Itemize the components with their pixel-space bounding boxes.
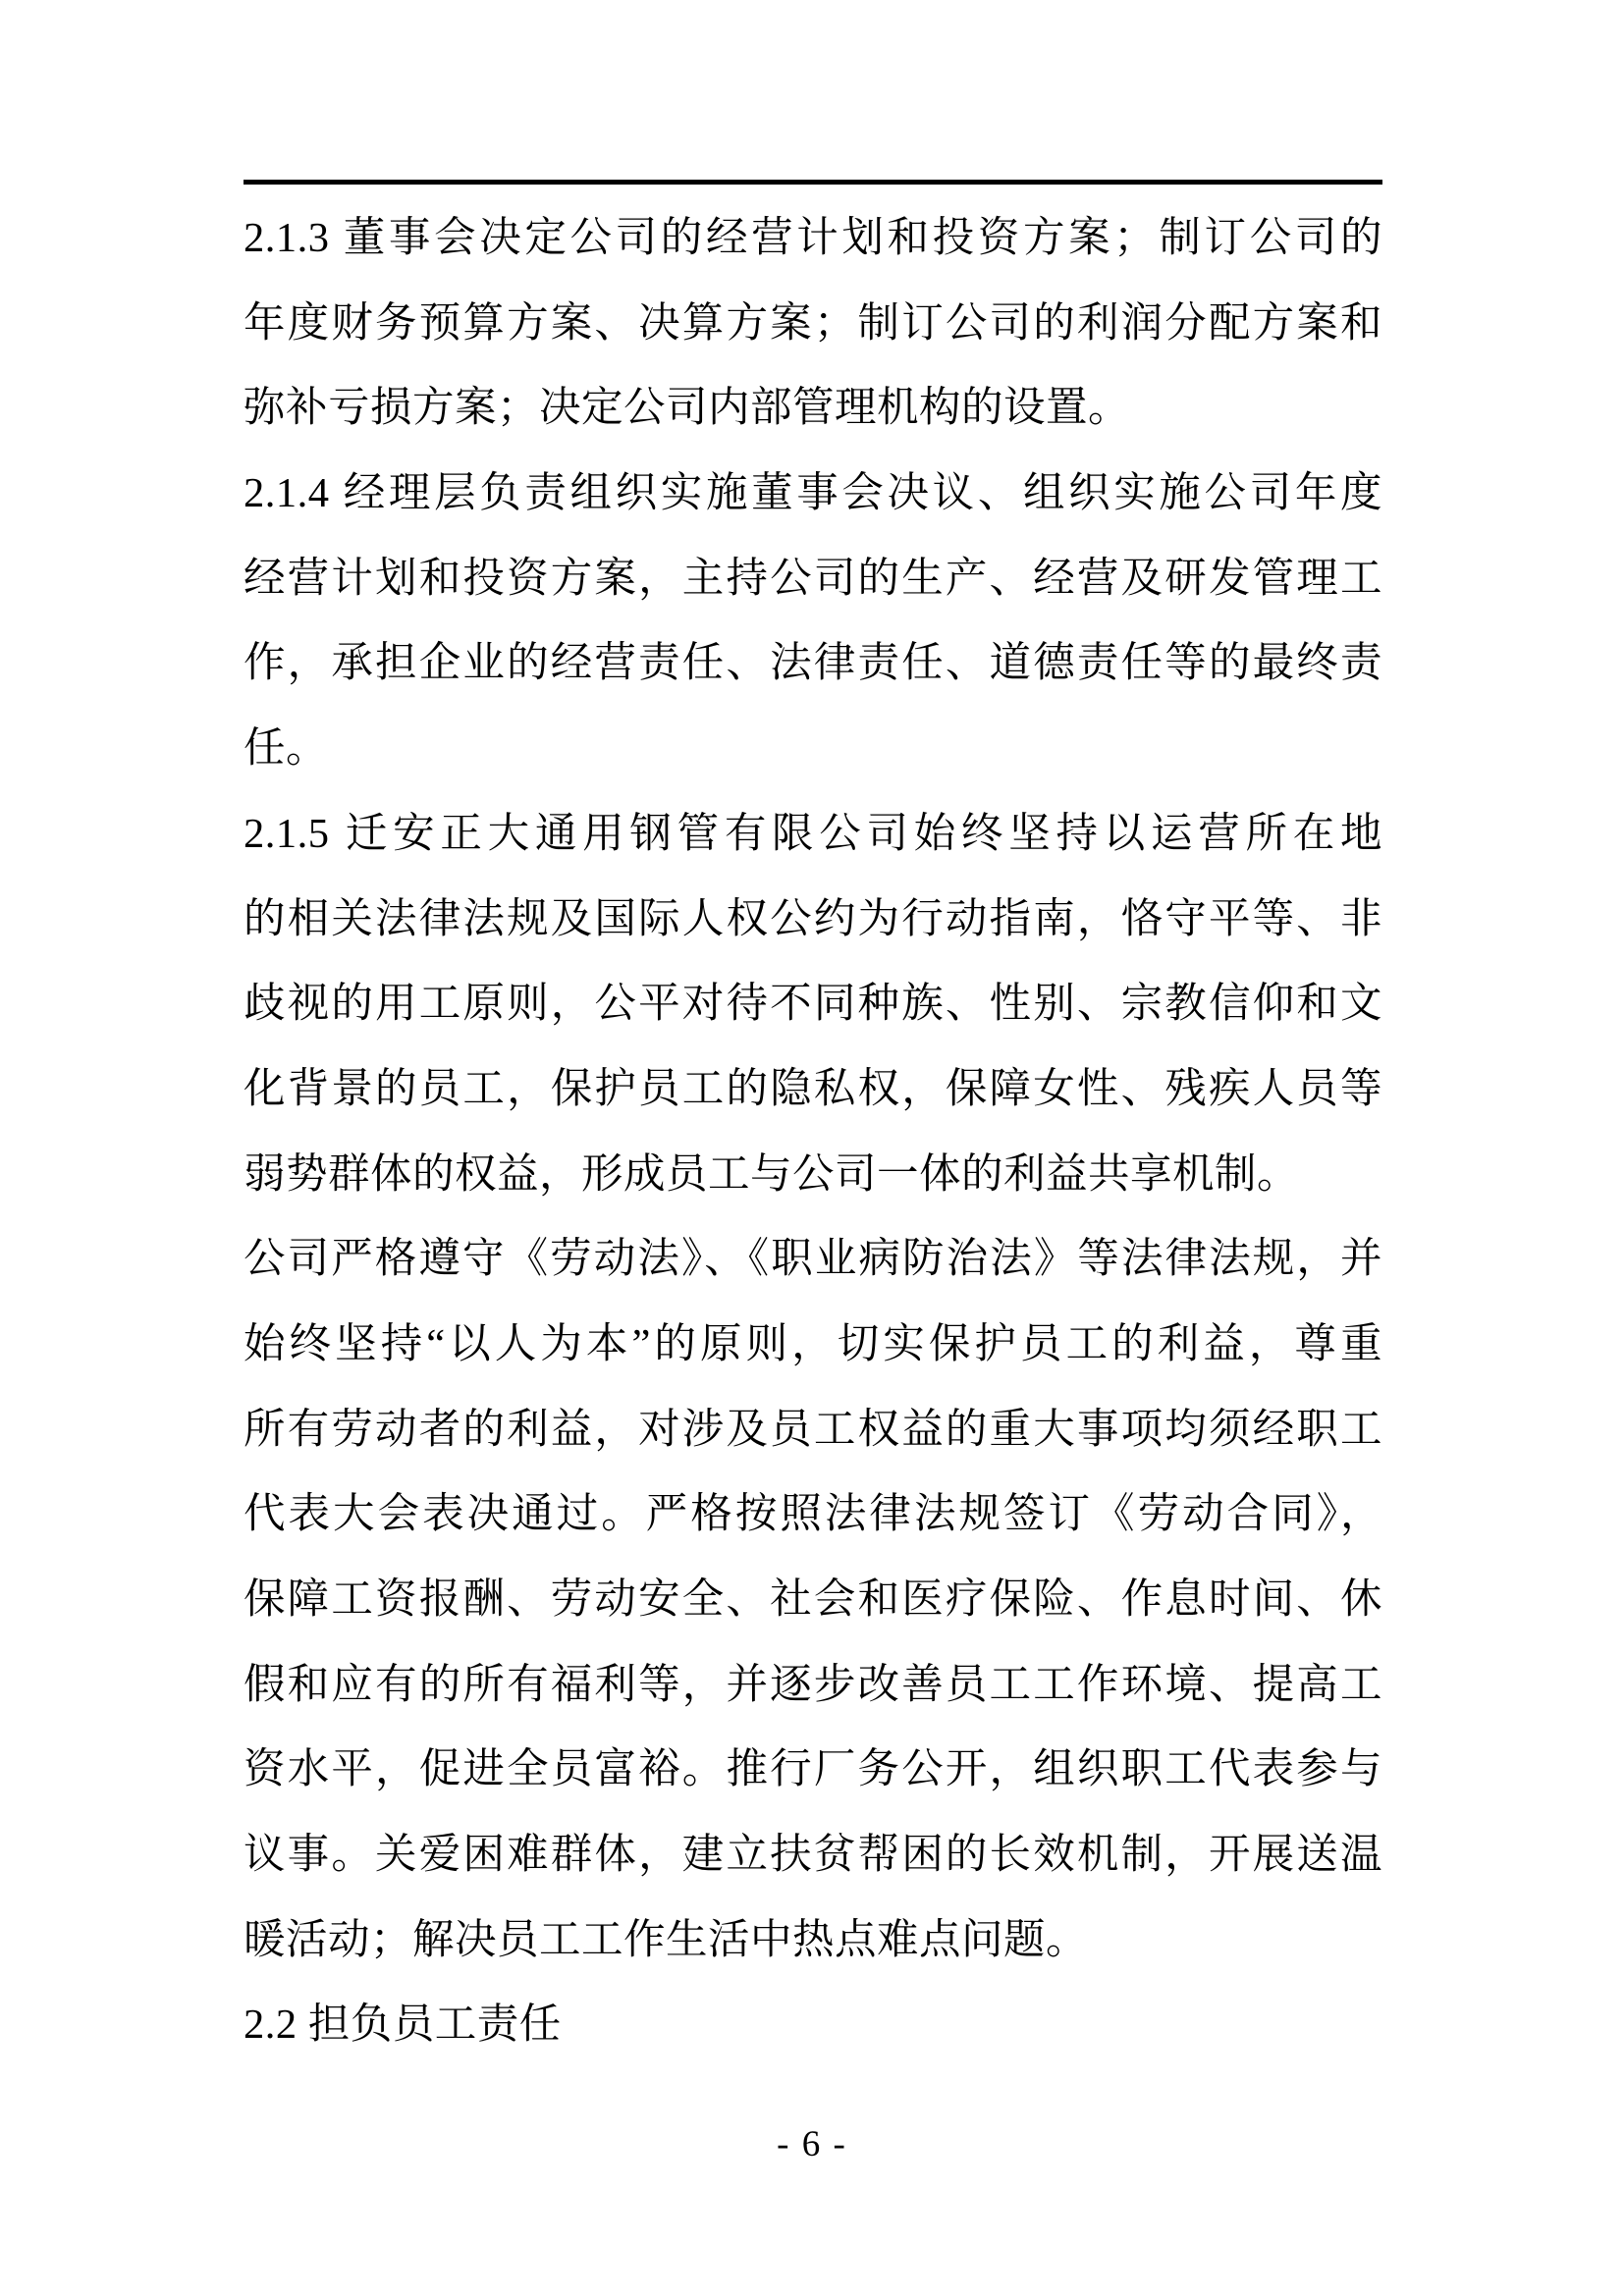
- document-body: [244, 196, 1382, 2068]
- paragraph-2-1-3: [244, 196, 1382, 452]
- text-line: 年度财务预算方案、决算方案；制订公司的利润分配方案和: [244, 299, 1382, 347]
- paragraph-2-1-4: [244, 452, 1382, 792]
- text-line: 经营计划和投资方案，主持公司的生产、经营及研发管理工: [244, 555, 1382, 602]
- text-line: 议事。关爱困难群体，建立扶贫帮困的长效机制，开展送温: [244, 1832, 1382, 1879]
- header-rule: [244, 180, 1382, 185]
- text-line: 化背景的员工，保护员工的隐私权，保障女性、残疾人员等: [244, 1065, 1382, 1112]
- text-line: 2.1.5 迁安正大通用钢管有限公司始终坚持以运营所在地: [244, 810, 1382, 857]
- text-line: 所有劳动者的利益，对涉及员工权益的重大事项均须经职工: [244, 1406, 1382, 1453]
- text-line: 作，承担企业的经营责任、法律责任、道德责任等的最终责: [244, 640, 1382, 687]
- text-line: 2.1.4 经理层负责组织实施董事会决议、组织实施公司年度: [244, 470, 1382, 517]
- text-line: 弥补亏损方案；决定公司内部管理机构的设置。: [244, 385, 1131, 432]
- paragraph-labor-law: [244, 1217, 1382, 1983]
- text-line: 暖活动；解决员工工作生活中热点难点问题。: [244, 1916, 1089, 1963]
- text-line: 2.1.3 董事会决定公司的经营计划和投资方案；制订公司的: [244, 215, 1382, 261]
- paragraph-2-1-5: [244, 792, 1382, 1217]
- text-line: 保障工资报酬、劳动安全、社会和医疗保险、作息时间、休: [244, 1576, 1382, 1623]
- text-line: 的相关法律法规及国际人权公约为行动指南，恪守平等、非: [244, 895, 1382, 942]
- text-line: 任。: [244, 725, 329, 773]
- section-heading: 2.2 担负员工责任: [244, 2002, 562, 2049]
- text-line: 弱势群体的权益，形成员工与公司一体的利益共享机制。: [244, 1150, 1300, 1198]
- text-line: 歧视的用工原则，公平对待不同种族、性别、宗教信仰和文: [244, 981, 1382, 1028]
- text-line: 公司严格遵守《劳动法》、《职业病防治法》等法律法规，并: [244, 1236, 1382, 1283]
- text-line: 资水平，促进全员富裕。推行厂务公开，组织职工代表参与: [244, 1746, 1382, 1793]
- text-line: 代表大会表决通过。严格按照法律法规签订《劳动合同》，: [244, 1491, 1382, 1538]
- text-line: 假和应有的所有福利等，并逐步改善员工工作环境、提高工: [244, 1661, 1382, 1708]
- text-line: 始终坚持“以人为本”的原则，切实保护员工的利益，尊重: [244, 1320, 1382, 1367]
- heading-2-2: [244, 1983, 1382, 2068]
- page-number: - 6 -: [777, 2124, 847, 2164]
